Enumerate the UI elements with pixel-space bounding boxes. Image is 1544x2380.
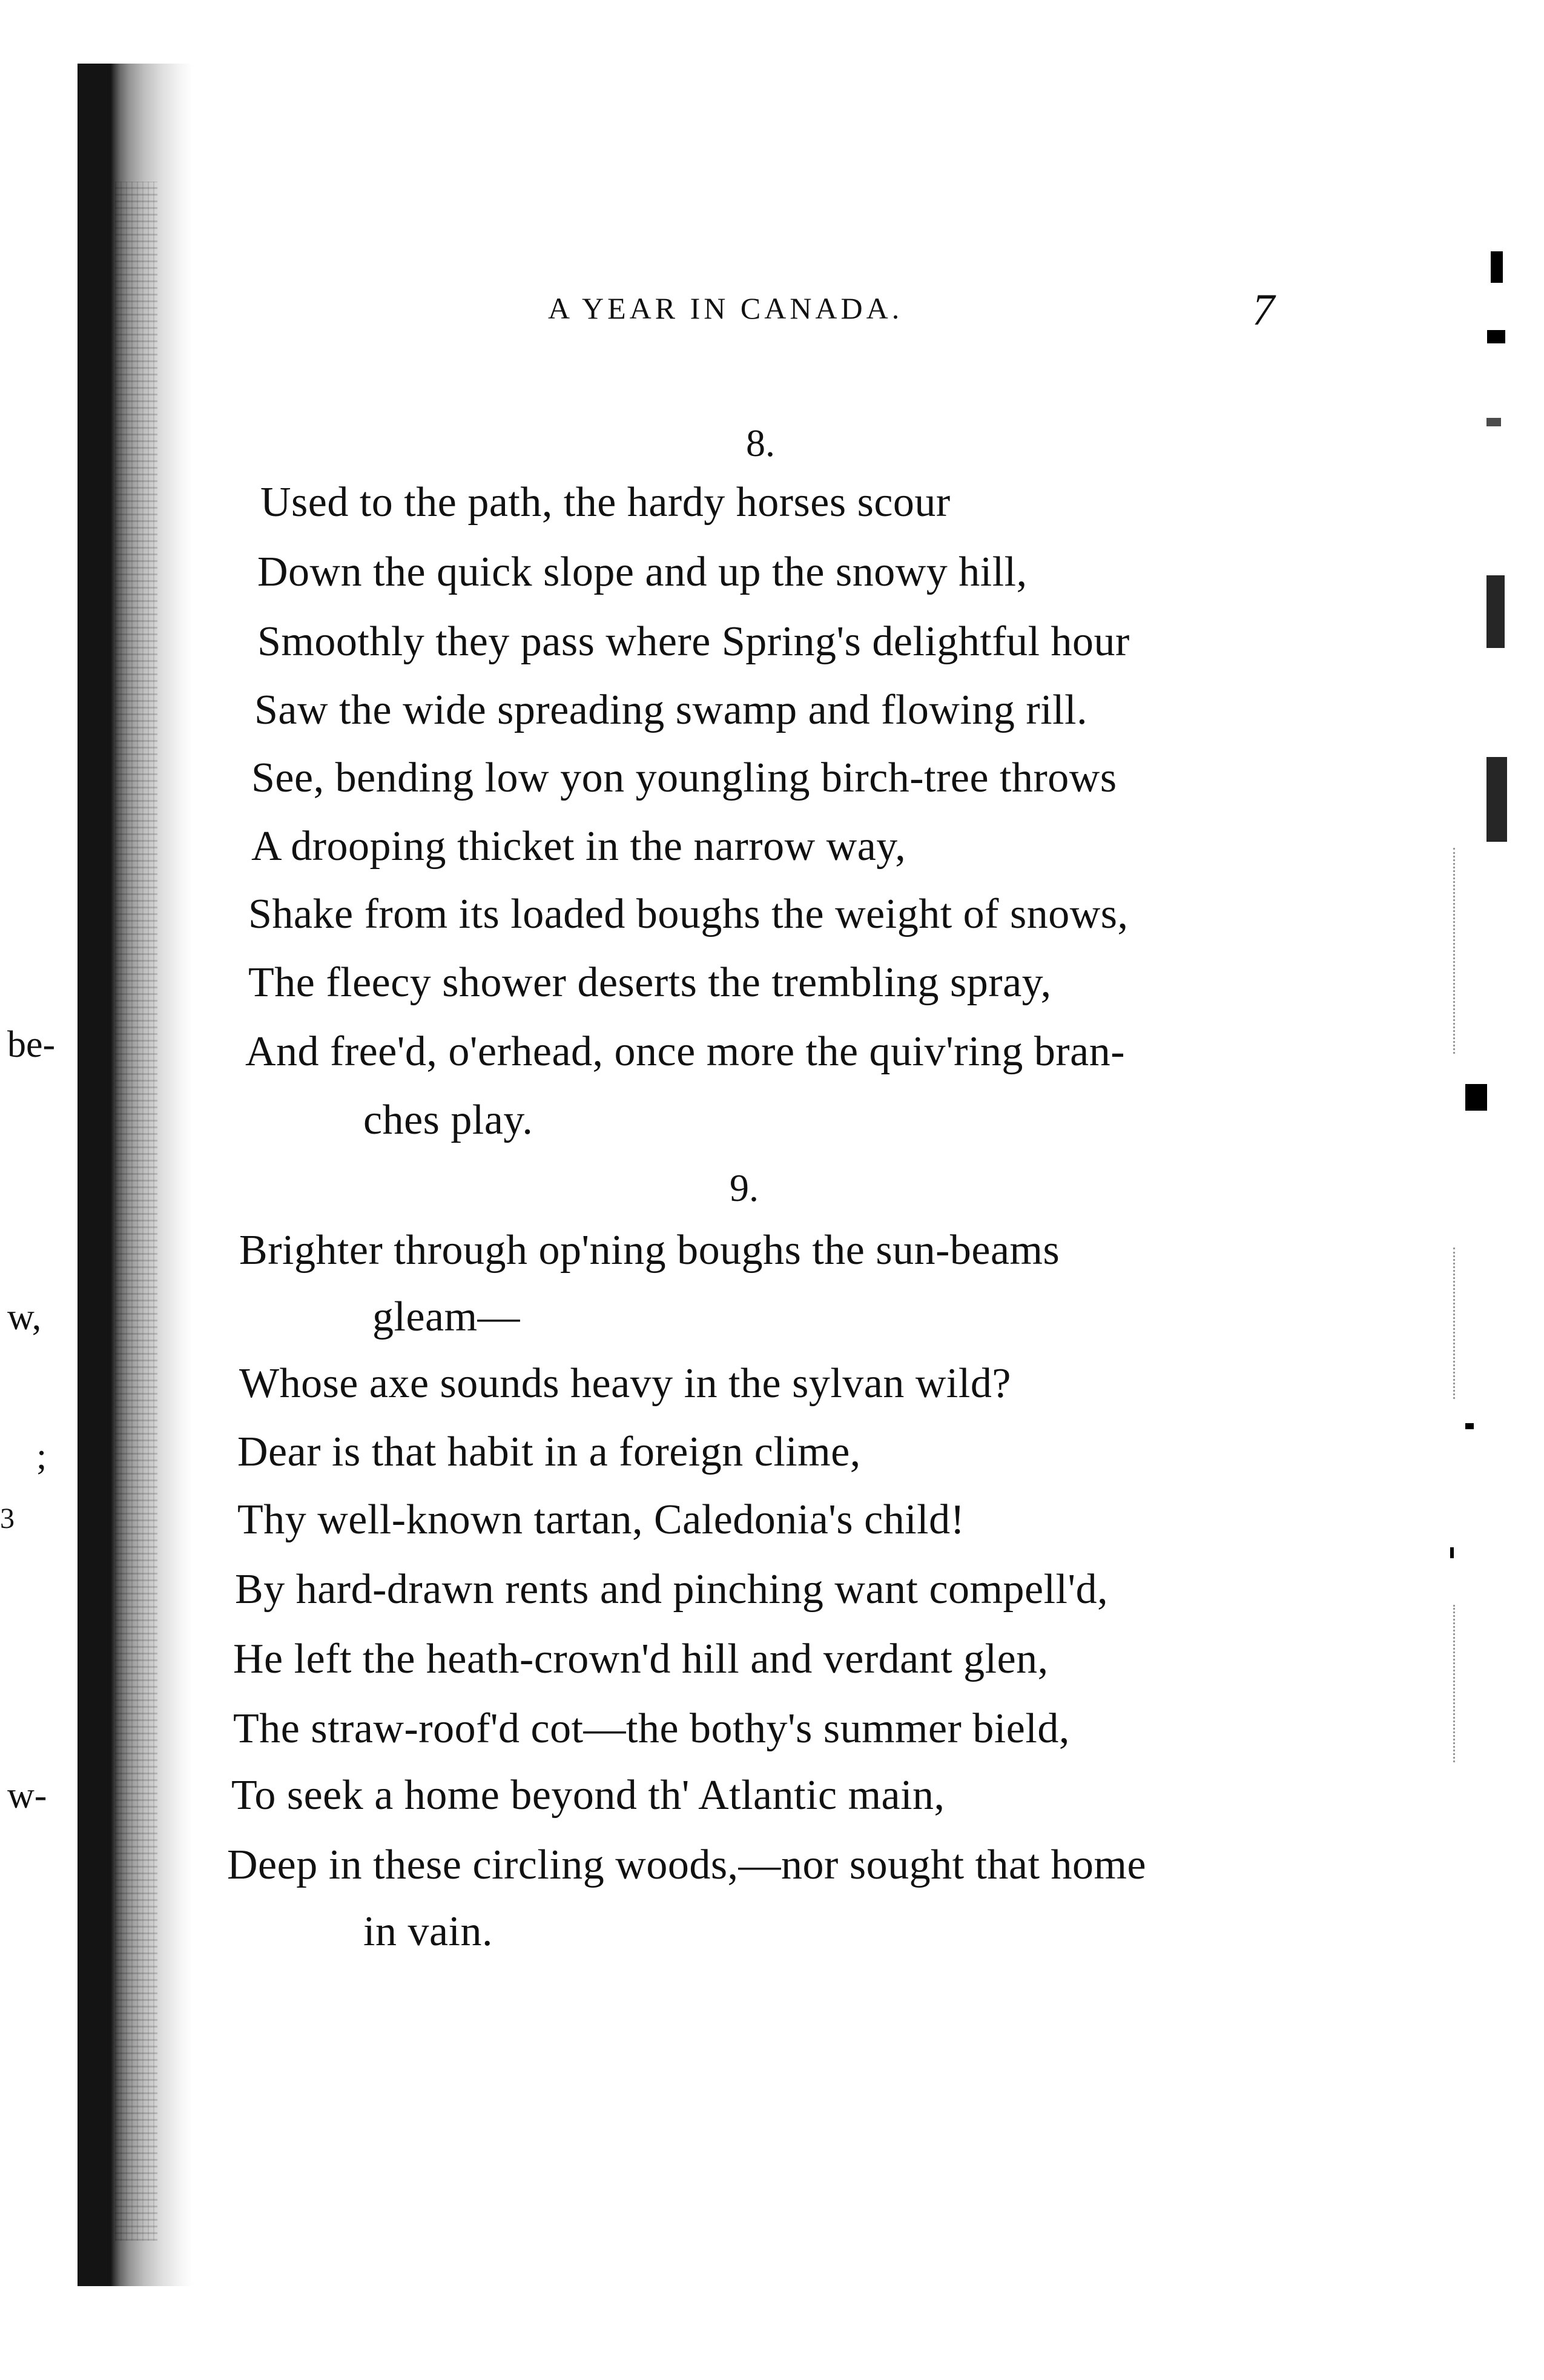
- verse-line: To seek a home beyond th' Atlantic main,: [231, 1772, 945, 1819]
- verse-line: By hard-drawn rents and pinching want compell'd,: [235, 1566, 1109, 1613]
- scan-mark: [1486, 575, 1505, 648]
- scan-mark: [1491, 251, 1503, 283]
- scan-mark: [1486, 418, 1501, 426]
- verse-line: The fleecy shower deserts the trembling spray,: [248, 959, 1052, 1006]
- verse-line: Brighter through op'ning boughs the sun-beams: [239, 1227, 1060, 1274]
- verse-line: He left the heath-crown'd hill and verdant glen,: [233, 1636, 1049, 1682]
- verse-line: gleam—: [372, 1294, 521, 1340]
- verse-line: Down the quick slope and up the snowy hill,: [257, 549, 1028, 595]
- verse-line: Smoothly they pass where Spring's delightful hour: [257, 618, 1130, 665]
- verse-line: Dear is that habit in a foreign clime,: [237, 1429, 861, 1475]
- verse-line: in vain.: [363, 1908, 493, 1955]
- left-page-fragment: be-: [7, 1024, 56, 1065]
- verse-line: A drooping thicket in the narrow way,: [251, 823, 906, 870]
- verse-line: Used to the path, the hardy horses scour: [260, 479, 951, 526]
- left-page-fragment: w-: [7, 1775, 47, 1816]
- running-head: A YEAR IN CANADA.: [548, 291, 903, 325]
- verse-line: Shake from its loaded boughs the weight of snows,: [248, 891, 1129, 937]
- gutter-texture: [115, 182, 157, 2241]
- scan-mark: [1465, 1423, 1474, 1429]
- page-number: 7: [1252, 285, 1275, 335]
- verse-line: The straw-roof'd cot—the bothy's summer bield,: [233, 1705, 1070, 1752]
- scan-dots: [1453, 1605, 1457, 1762]
- left-page-fragment: w,: [7, 1297, 42, 1338]
- verse-line: Whose axe sounds heavy in the sylvan wild?: [239, 1360, 1011, 1407]
- verse-line: Saw the wide spreading swamp and flowing rill.: [254, 687, 1088, 733]
- verse-line: ches play.: [363, 1097, 533, 1143]
- scan-mark: [1465, 1084, 1487, 1111]
- verse-line: Thy well-known tartan, Caledonia's child!: [237, 1496, 965, 1543]
- scan-dots: [1453, 1248, 1457, 1399]
- verse-line: Deep in these circling woods,—nor sought that home: [227, 1842, 1147, 1888]
- verse-line: See, bending low yon youngling birch-tree throws: [251, 755, 1117, 801]
- left-page-fragment: ;: [36, 1436, 47, 1477]
- verse-line: And free'd, o'erhead, once more the quiv'ring bran-: [245, 1028, 1126, 1075]
- scan-mark: [1486, 757, 1507, 842]
- stanza-number: 9.: [730, 1166, 759, 1209]
- scan-mark: [1450, 1547, 1454, 1558]
- stanza-number: 8.: [746, 421, 775, 464]
- left-page-fragment: 3: [0, 1502, 15, 1535]
- scan-mark: [1487, 330, 1505, 343]
- scan-dots: [1453, 848, 1457, 1054]
